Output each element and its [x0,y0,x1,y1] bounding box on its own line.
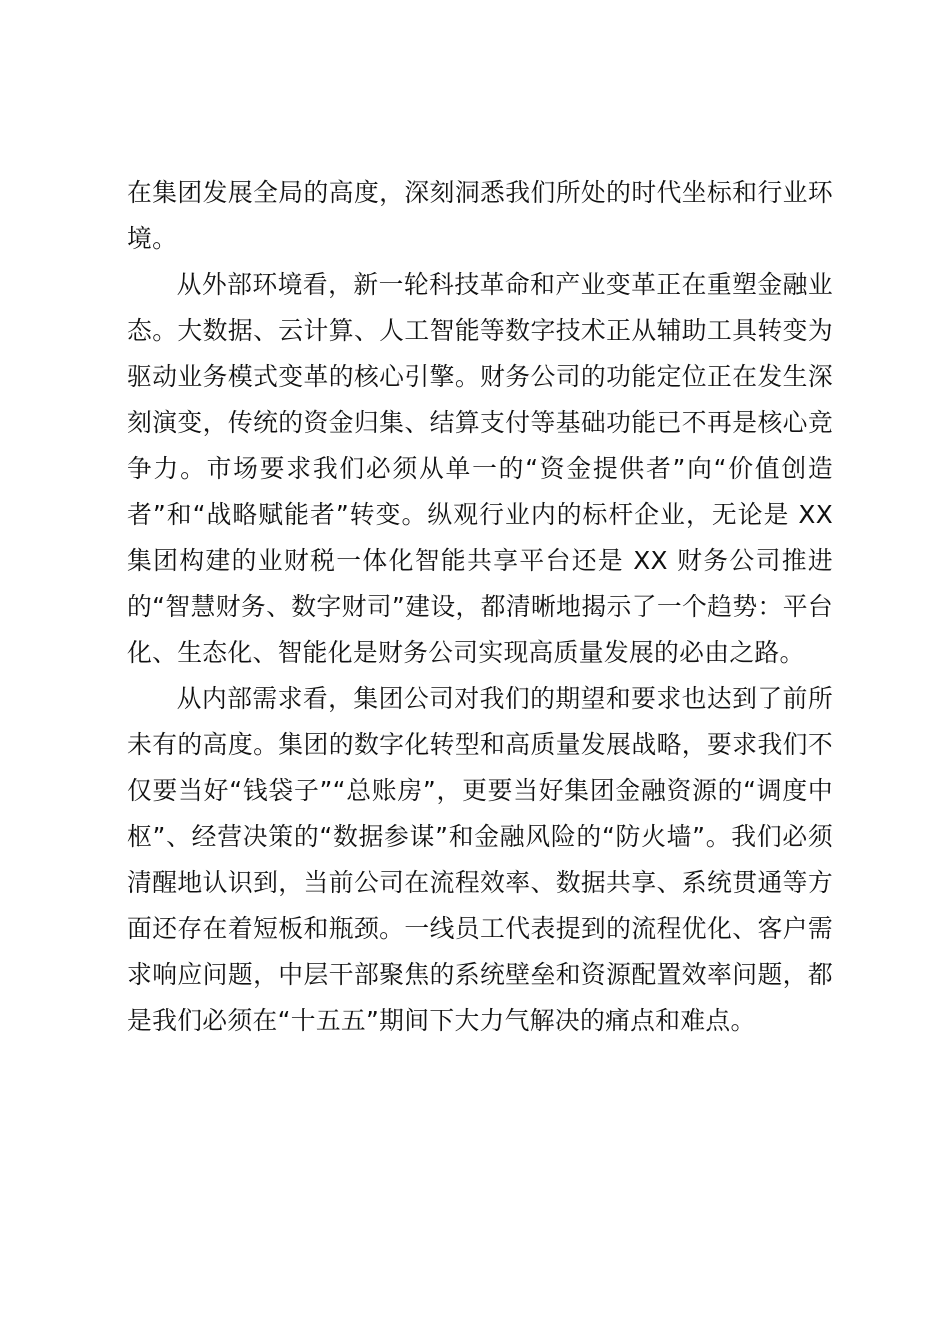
paragraph-external-environment: 从外部环境看，新一轮科技革命和产业变革正在重塑金融业态。大数据、云计算、人工智能等数字技术正从辅助工具转变为驱动业务模式变革的核心引擎。财务公司的功能定位正在发生深刻演变，传统的资金归集、结算支付等基础功能已不再是核心竞争力。市场要求我们必须从单一的“资金提供者”向“价值创造者”和“战略赋能者”转变。纵观行业内的标杆企业，无论是 XX 集团构建的业财税一体化智能共享平台还是 XX 财务公司推进的“智慧财务、数字财司”建设，都清晰地揭示了一个趋势：平台化、生态化、智能化是财务公司实现高质量发展的必由之路。 [127,270,833,667]
document-body [127,170,833,1044]
paragraph-continuation: 在集团发展全局的高度，深刻洞悉我们所处的时代坐标和行业环境。 [127,178,833,253]
paragraph-internal-demand: 从内部需求看，集团公司对我们的期望和要求也达到了前所未有的高度。集团的数字化转型和高质量发展战略，要求我们不仅要当好“钱袋子”“总账房”，更要当好集团金融资源的“调度中枢”、经营决策的“数据参谋”和金融风险的“防火墙”。我们必须清醒地认识到，当前公司在流程效率、数据共享、系统贯通等方面还存在着短板和瓶颈。一线员工代表提到的流程优化、客户需求响应问题，中层干部聚焦的系统壁垒和资源配置效率问题，都是我们必须在“十五五”期间下大力气解决的痛点和难点。 [127,684,833,1035]
